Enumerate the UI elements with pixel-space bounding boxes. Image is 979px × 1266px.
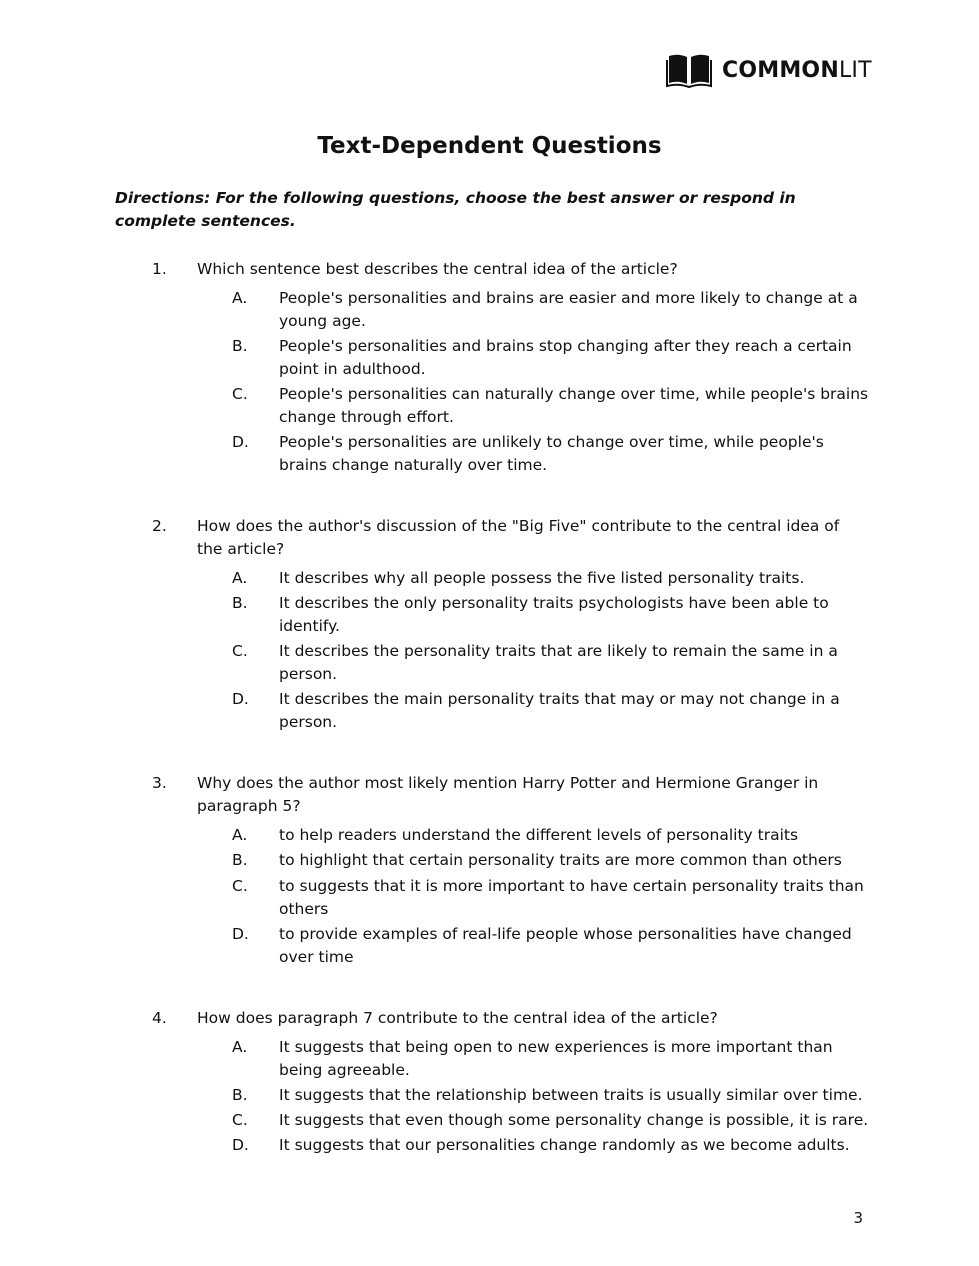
option-text: It describes the only personality traits psychologists have been able to identify. [279,594,829,635]
option-text: to provide examples of real-life people whose personalities have changed over time [279,925,852,966]
option-text: People's personalities and brains stop changing after they reach a certain point in adulthood. [279,337,852,378]
page-title: Text-Dependent Questions [317,133,662,159]
option-letter: A. [232,826,248,844]
question-number: 3. [152,774,167,792]
question-text: How does paragraph 7 contribute to the central idea of the article? [197,1009,718,1027]
option-letter: A. [232,289,248,307]
option-letter: C. [232,642,248,660]
option-letter: D. [232,433,249,451]
option-letter: B. [232,594,248,612]
commonlit-logo [666,52,872,88]
question-number: 4. [152,1009,167,1027]
option-letter: D. [232,690,249,708]
option-letter: B. [232,851,248,869]
option-letter: B. [232,337,248,355]
question-number: 2. [152,517,167,535]
option-text: to highlight that certain personality traits are more common than others [279,851,842,869]
option-letter: C. [232,1111,248,1129]
option-text: to suggests that it is more important to have certain personality traits than others [279,877,864,918]
option-text: to help readers understand the different levels of personality traits [279,826,799,844]
open-book-icon [666,52,712,88]
question-number: 1. [152,260,167,278]
option-text: It describes why all people possess the five listed personality traits. [279,569,805,587]
option-text: It suggests that the relationship between traits is usually similar over time. [279,1086,863,1104]
option-text: It describes the main personality traits that may or may not change in a person. [279,690,840,731]
option-letter: C. [232,877,248,895]
question-text: How does the author's discussion of the "Big Five" contribute to the central idea of the article? [197,517,840,558]
option-text: It suggests that even though some personality change is possible, it is rare. [279,1111,869,1129]
option-text: It suggests that being open to new experiences is more important than being agreeable. [279,1038,833,1079]
brand-name: COMMONLIT [722,57,872,83]
option-letter: A. [232,1038,248,1056]
option-text: It describes the personality traits that are likely to remain the same in a person. [279,642,838,683]
option-letter: D. [232,1136,249,1154]
option-text: People's personalities can naturally change over time, while people's brains change through effort. [279,385,869,426]
option-text: People's personalities are unlikely to change over time, while people's brains change naturally over time. [279,433,824,474]
option-letter: D. [232,925,249,943]
option-text: People's personalities and brains are easier and more likely to change at a young age. [279,289,858,330]
option-letter: B. [232,1086,248,1104]
option-text: It suggests that our personalities change randomly as we become adults. [279,1136,850,1154]
question-text: Why does the author most likely mention Harry Potter and Hermione Granger in paragraph 5? [197,774,819,815]
page-number: 3 [853,1209,863,1227]
option-letter: A. [232,569,248,587]
directions: Directions: For the following questions, choose the best answer or respond in complete sentences. [115,189,796,230]
option-letter: C. [232,385,248,403]
question-text: Which sentence best describes the central idea of the article? [197,260,678,278]
